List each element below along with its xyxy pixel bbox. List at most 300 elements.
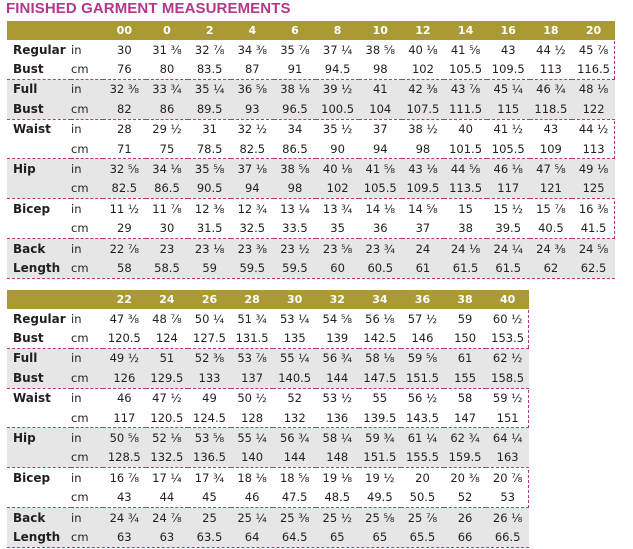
measurement-value: 15 ½ [487, 199, 530, 219]
unit-label: cm [71, 448, 103, 468]
measurement-value: 32 ½ [231, 119, 274, 139]
header-blank-cell [71, 21, 103, 40]
size-header-cell: 36 [401, 290, 444, 309]
measurement-value: 53 ¼ [279, 311, 310, 326]
unit-label: in [71, 428, 103, 448]
measurement-value: 50 ½ [231, 388, 274, 408]
size-header-cell: 8 [316, 21, 359, 40]
measurement-value: 52 ⅜ [188, 348, 231, 368]
table-row [7, 388, 529, 408]
measurement-label: Length [7, 527, 71, 546]
measurement-value: 12 ⅜ [188, 199, 231, 219]
measurement-value: 31 ⅜ [152, 42, 182, 57]
measurement-value: 26 ⅛ [486, 507, 529, 527]
measurement-value: 23 ⅝ [316, 238, 359, 258]
measurement-label [7, 488, 71, 508]
measurement-value: 12 ¾ [231, 199, 274, 219]
table-row [7, 408, 529, 428]
unit-label: cm [71, 141, 89, 156]
measurement-value: 62 ¾ [444, 428, 487, 448]
table-row [7, 139, 615, 159]
measurement-value: 100.5 [316, 99, 359, 119]
measurement-value: 23 [146, 238, 189, 258]
measurement-value: 64 [231, 527, 274, 546]
measurement-value: 117 [487, 179, 530, 199]
measurement-value: 58 ¼ [316, 428, 359, 448]
measurement-value: 61.5 [444, 258, 487, 277]
size-header-cell: 18 [530, 21, 573, 40]
measurement-value: 23 ½ [274, 238, 317, 258]
measurement-value: 86.5 [146, 179, 189, 199]
table-row [7, 448, 529, 468]
table-row [7, 119, 615, 139]
unit-label: cm [71, 527, 103, 546]
measurement-value: 31.5 [196, 221, 223, 236]
measurement-value: 116.5 [577, 62, 611, 77]
measurement-label [7, 179, 71, 199]
size-header-cell: 32 [316, 290, 359, 309]
measurement-value: 139 [326, 331, 349, 346]
measurement-value: 39 ½ [316, 79, 359, 99]
measurement-value: 41 ½ [487, 119, 530, 139]
header-blank-cell [7, 290, 71, 309]
measurement-value: 29 [117, 221, 132, 236]
table-row [7, 468, 529, 488]
measurement-value: 146 [411, 331, 434, 346]
measurement-value: 87 [244, 62, 260, 77]
measurement-value: 38 ½ [402, 119, 445, 139]
measurement-value: 17 ¾ [188, 468, 231, 488]
measurement-value: 57 ½ [407, 311, 438, 326]
measurement-value: 83.5 [196, 62, 223, 77]
measurement-value: 109.5 [491, 62, 525, 77]
measurement-value: 115 [487, 99, 530, 119]
measurement-value: 127.5 [193, 331, 226, 346]
measurement-value: 50 ¼ [194, 311, 225, 326]
measurement-value: 35 ⅞ [280, 42, 310, 57]
page-title: FINISHED GARMENT MEASUREMENTS [6, 0, 291, 17]
measurement-value: 62 [530, 258, 573, 277]
measurement-value: 46 ⅛ [487, 159, 530, 179]
measurement-value: 36 ⅝ [231, 79, 274, 99]
measurement-table-1 [7, 21, 615, 279]
measurement-value: 118.5 [530, 99, 573, 119]
measurement-value: 17 ¼ [146, 468, 189, 488]
measurement-value: 59 ¾ [359, 428, 402, 448]
unit-label: cm [71, 331, 89, 346]
measurement-value: 24 ⅝ [572, 238, 615, 258]
measurement-value: 38 ⅝ [365, 42, 395, 57]
measurement-value: 35 [330, 221, 345, 236]
measurement-value: 50.5 [409, 490, 436, 505]
measurement-value: 102 [411, 62, 434, 77]
measurement-value: 49 ⅛ [572, 159, 615, 179]
measurement-value: 151.5 [401, 368, 444, 388]
measurement-value: 49.5 [367, 490, 393, 505]
measurement-value: 31 [188, 119, 231, 139]
measurement-value: 58 [103, 258, 146, 277]
measurement-value: 20 ⅜ [444, 468, 487, 488]
measurement-value: 43 [116, 490, 132, 505]
size-table [7, 21, 615, 278]
table-row [7, 179, 615, 199]
measurement-value: 18 ⅛ [231, 468, 274, 488]
measurement-value: 59 ½ [486, 388, 529, 408]
measurement-label: Hip [7, 428, 71, 448]
measurement-value: 159.5 [444, 448, 487, 468]
measurement-value: 52 [273, 388, 316, 408]
size-header-cell: 34 [359, 290, 402, 309]
size-header-cell: 0 [146, 21, 189, 40]
table-row [7, 328, 529, 348]
unit-label: in [71, 468, 103, 488]
table-row [7, 368, 529, 388]
size-header-cell: 2 [188, 21, 231, 40]
measurement-value: 24 [402, 238, 445, 258]
measurement-value: 91 [287, 62, 303, 77]
unit-label: in [71, 311, 82, 326]
measurement-value: 60 ½ [492, 311, 523, 326]
measurement-label: Back [7, 507, 71, 527]
measurement-value: 63 [103, 527, 146, 546]
measurement-value: 129.5 [146, 368, 189, 388]
measurement-value: 48.5 [324, 490, 351, 505]
measurement-value: 137 [231, 368, 274, 388]
measurement-value: 89.5 [188, 99, 231, 119]
measurement-value: 38 ⅝ [274, 159, 317, 179]
measurement-value: 53 [500, 490, 515, 505]
measurement-value: 135 [283, 331, 306, 346]
measurement-value: 150 [454, 331, 477, 346]
measurement-value: 65 [316, 527, 359, 546]
measurement-label [7, 139, 71, 159]
table-row [7, 238, 615, 258]
measurement-value: 86.5 [282, 141, 308, 156]
measurement-value: 75 [159, 141, 175, 156]
measurement-value: 15 ⅞ [530, 199, 573, 219]
measurement-value: 126 [103, 368, 146, 388]
measurement-label [7, 219, 71, 239]
measurement-value: 50 ⅝ [103, 428, 146, 448]
measurement-value: 122 [572, 99, 615, 119]
unit-label: cm [71, 62, 89, 77]
unit-label: in [71, 199, 103, 219]
measurement-value: 30 [117, 42, 132, 57]
measurement-value: 58 [444, 388, 487, 408]
measurement-value: 33.5 [282, 221, 308, 236]
unit-label: cm [71, 258, 103, 277]
measurement-value: 59.5 [231, 258, 274, 277]
measurement-value: 25 ⅝ [359, 507, 402, 527]
size-header-cell: 16 [487, 21, 530, 40]
table-row [7, 79, 615, 99]
measurement-value: 20 ⅞ [486, 468, 529, 488]
measurement-value: 90.5 [188, 179, 231, 199]
measurement-value: 136.5 [188, 448, 231, 468]
measurement-value: 61.5 [487, 258, 530, 277]
measurement-value: 94.5 [324, 62, 351, 77]
header-blank-cell [7, 21, 71, 40]
measurement-value: 139.5 [363, 410, 397, 425]
measurement-value: 40 [444, 119, 487, 139]
measurement-value: 155.5 [401, 448, 444, 468]
measurement-value: 124 [155, 331, 178, 346]
measurement-value: 44 ½ [536, 42, 566, 57]
measurement-value: 101.5 [449, 141, 483, 156]
size-header-row [7, 21, 615, 40]
size-header-cell: 14 [444, 21, 487, 40]
measurement-value: 147 [454, 410, 477, 425]
measurement-value: 148 [316, 448, 359, 468]
measurement-value: 78.5 [196, 141, 223, 156]
table-row [7, 219, 615, 239]
measurement-label: Bust [7, 368, 71, 388]
table-row [7, 488, 529, 508]
size-header-cell: 4 [231, 21, 274, 40]
measurement-value: 58.5 [146, 258, 189, 277]
measurement-label: Length [7, 258, 71, 277]
measurement-value: 63.5 [188, 527, 231, 546]
measurement-value: 56 ½ [401, 388, 444, 408]
measurement-value: 96.5 [274, 99, 317, 119]
measurement-value: 34 [274, 119, 317, 139]
measurement-value: 47.5 [281, 490, 308, 505]
measurement-value: 32 ⅞ [194, 42, 225, 57]
measurement-value: 25 [188, 507, 231, 527]
unit-label: cm [71, 368, 103, 388]
measurement-value: 41.5 [580, 221, 607, 236]
measurement-value: 61 [402, 258, 445, 277]
size-header-cell: 38 [444, 290, 487, 309]
measurement-value: 90 [330, 141, 345, 156]
measurement-value: 102 [316, 179, 359, 199]
measurement-value: 82.5 [103, 179, 146, 199]
measurement-value: 40 ⅛ [316, 159, 359, 179]
measurement-value: 23 ¾ [359, 238, 402, 258]
measurement-value: 43 ⅞ [444, 79, 487, 99]
measurement-value: 37 ¼ [322, 42, 353, 57]
measurement-value: 142.5 [363, 331, 397, 346]
measurement-value: 16 ⅞ [103, 468, 146, 488]
measurement-value: 59 ⅝ [401, 348, 444, 368]
measurement-value: 113 [539, 62, 562, 77]
measurement-label: Regular [13, 42, 66, 57]
unit-label: in [71, 42, 82, 57]
measurement-value: 49 ½ [103, 348, 146, 368]
measurement-value: 32.5 [239, 221, 266, 236]
measurement-value: 25 ¼ [231, 507, 274, 527]
measurement-value: 94 [231, 179, 274, 199]
measurement-value: 43 [530, 119, 573, 139]
measurement-value: 140 [231, 448, 274, 468]
table-row [7, 99, 615, 119]
measurement-value: 163 [486, 448, 529, 468]
measurement-value: 24 ⅜ [530, 238, 573, 258]
unit-label: in [71, 79, 103, 99]
unit-label: cm [71, 99, 103, 119]
measurement-value: 62.5 [572, 258, 615, 277]
table-row [7, 40, 615, 59]
measurement-value: 40 ⅛ [408, 42, 438, 57]
measurement-table-2 [7, 290, 529, 548]
measurement-value: 11 ⅞ [146, 199, 189, 219]
measurement-value: 107.5 [402, 99, 445, 119]
measurement-value: 40.5 [538, 221, 564, 236]
measurement-value: 111.5 [444, 99, 487, 119]
measurement-value: 86 [146, 99, 189, 119]
measurement-value: 32 ⅝ [103, 159, 146, 179]
measurement-value: 16 ⅜ [572, 199, 615, 219]
measurement-value: 125 [572, 179, 615, 199]
measurement-value: 52 ⅛ [146, 428, 189, 448]
measurement-value: 143.5 [405, 410, 439, 425]
measurement-value: 37 [359, 119, 402, 139]
measurement-value: 105.5 [449, 62, 483, 77]
measurement-value: 158.5 [486, 368, 529, 388]
measurement-value: 30 [159, 221, 175, 236]
measurement-value: 63 [146, 527, 189, 546]
measurement-value: 52 [457, 490, 473, 505]
size-header-cell: 10 [359, 21, 402, 40]
measurement-value: 94 [372, 141, 388, 156]
measurement-value: 98 [274, 179, 317, 199]
measurement-value: 24 ⅛ [444, 238, 487, 258]
measurement-value: 45 ⅞ [578, 42, 609, 57]
measurement-value: 46 ¾ [530, 79, 573, 99]
measurement-value: 14 ⅛ [359, 199, 402, 219]
measurement-value: 55 ¼ [231, 428, 274, 448]
measurement-value: 26 [444, 507, 487, 527]
measurement-value: 25 ½ [316, 507, 359, 527]
measurement-value: 35 ½ [316, 119, 359, 139]
measurement-value: 35 ¼ [188, 79, 231, 99]
size-header-row [7, 290, 529, 309]
measurement-value: 113 [582, 141, 605, 156]
measurement-value: 56 ¾ [273, 428, 316, 448]
measurement-value: 49 [188, 388, 231, 408]
measurement-value: 44 ½ [572, 119, 615, 139]
measurement-value: 55 [359, 388, 402, 408]
measurement-value: 98 [415, 141, 431, 156]
measurement-value: 43 [500, 42, 516, 57]
size-header-cell: 22 [103, 290, 146, 309]
measurement-value: 46 [244, 490, 260, 505]
measurement-value: 117 [113, 410, 136, 425]
unit-label: in [71, 119, 103, 139]
measurement-value: 104 [359, 99, 402, 119]
measurement-value: 37 ⅛ [231, 159, 274, 179]
measurement-value: 60.5 [359, 258, 402, 277]
measurement-value: 82 [103, 99, 146, 119]
measurement-value: 23 ⅛ [188, 238, 231, 258]
measurement-value: 44 [159, 490, 175, 505]
measurement-value: 62 ½ [486, 348, 529, 368]
unit-label: cm [71, 221, 89, 236]
table-row [7, 159, 615, 179]
measurement-value: 35 ⅝ [188, 159, 231, 179]
unit-label: in [71, 507, 103, 527]
measurement-value: 155 [444, 368, 487, 388]
measurement-value: 28 [103, 119, 146, 139]
table-row [7, 59, 615, 79]
measurement-value: 128 [241, 410, 264, 425]
measurement-value: 132.5 [146, 448, 189, 468]
measurement-value: 39.5 [495, 221, 522, 236]
measurement-value: 58 ⅛ [359, 348, 402, 368]
measurement-label: Hip [7, 159, 71, 179]
measurement-value: 66.5 [486, 527, 529, 546]
unit-label: in [71, 159, 103, 179]
measurement-value: 147.5 [359, 368, 402, 388]
measurement-value: 59.5 [274, 258, 317, 277]
size-header-cell: 20 [572, 21, 615, 40]
measurement-value: 34 ⅜ [237, 42, 268, 57]
measurement-value: 38 ⅛ [274, 79, 317, 99]
measurement-value: 36 [372, 221, 388, 236]
measurement-value: 24 ¼ [487, 238, 530, 258]
measurement-value: 25 ⅜ [273, 507, 316, 527]
measurement-label: Bust [13, 331, 44, 346]
measurement-value: 32 ⅜ [103, 79, 146, 99]
table-row [7, 507, 529, 527]
measurement-value: 15 [444, 199, 487, 219]
measurement-value: 22 ⅞ [103, 238, 146, 258]
measurement-value: 132 [283, 410, 306, 425]
measurement-label [7, 408, 71, 428]
measurement-value: 34 ⅛ [146, 159, 189, 179]
measurement-value: 66 [444, 527, 487, 546]
measurement-label: Regular [13, 311, 66, 326]
measurement-value: 45 ¼ [487, 79, 530, 99]
measurement-value: 82.5 [239, 141, 266, 156]
measurement-value: 144 [273, 448, 316, 468]
table-row [7, 428, 529, 448]
measurement-value: 47 ⅜ [109, 311, 140, 326]
table-row [7, 309, 529, 328]
measurement-label: Bust [7, 99, 71, 119]
measurement-value: 18 ⅝ [273, 468, 316, 488]
measurement-value: 61 ¼ [401, 428, 444, 448]
measurement-value: 48 ⅛ [572, 79, 615, 99]
measurement-value: 51 ¾ [237, 311, 267, 326]
measurement-value: 25 ⅞ [401, 507, 444, 527]
measurement-label: Full [7, 348, 71, 368]
measurement-value: 76 [117, 62, 132, 77]
measurement-value: 46 [103, 388, 146, 408]
measurement-value: 120.5 [107, 331, 141, 346]
measurement-value: 42 ⅜ [402, 79, 445, 99]
measurement-value: 60 [316, 258, 359, 277]
size-header-cell: 26 [188, 290, 231, 309]
measurement-value: 80 [159, 62, 175, 77]
measurement-value: 33 ¾ [146, 79, 189, 99]
table-row [7, 348, 529, 368]
measurement-value: 153.5 [491, 331, 525, 346]
measurement-value: 56 ⅛ [365, 311, 395, 326]
measurement-value: 144 [316, 368, 359, 388]
measurement-label: Bust [13, 62, 44, 77]
unit-label: cm [71, 410, 89, 425]
measurement-value: 61 [444, 348, 487, 368]
measurement-value: 13 ¾ [316, 199, 359, 219]
measurement-value: 23 ⅜ [231, 238, 274, 258]
measurement-value: 121 [530, 179, 573, 199]
measurement-value: 113.5 [444, 179, 487, 199]
measurement-value: 56 ¾ [316, 348, 359, 368]
unit-label: cm [71, 490, 89, 505]
size-header-cell: 30 [273, 290, 316, 309]
measurement-value: 59 [188, 258, 231, 277]
